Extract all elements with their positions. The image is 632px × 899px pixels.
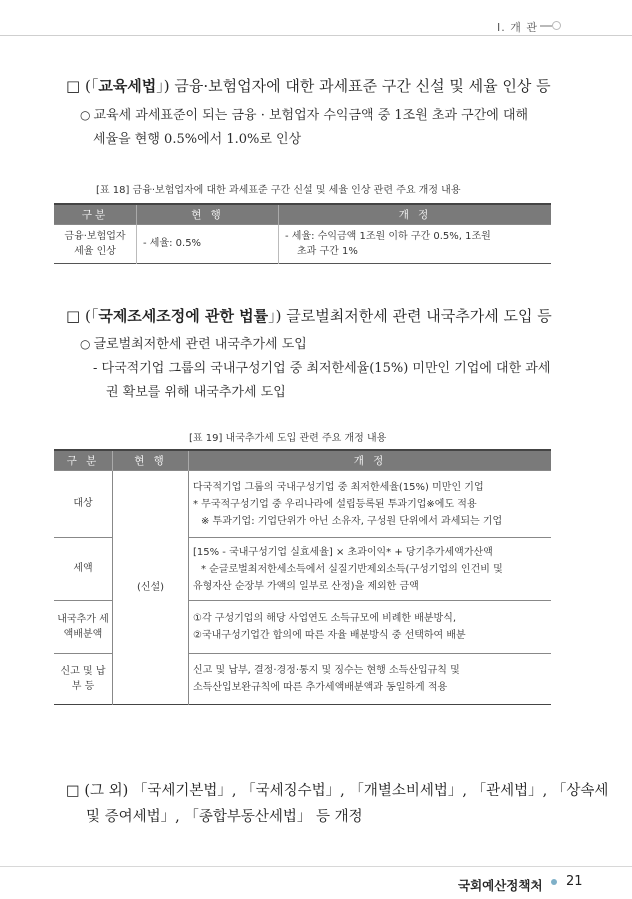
- paragraph-line: 교육세 과세표준이 되는 금융 · 보험업자 수익금액 중 1조원 초과 구간에 대해: [93, 108, 529, 123]
- paragraph-line: 글로벌최저한세 관련 내국추가세 도입: [93, 337, 307, 352]
- cell-line: 신고 및 납부, 결정·경정·통지 및 징수는 현행 소득산입규칙 및: [193, 665, 460, 676]
- revised-cell: [189, 471, 552, 538]
- section-heading-intl-tax: [66, 305, 552, 326]
- footer-dot-icon: [551, 879, 557, 885]
- table-19: [54, 449, 551, 705]
- heading-continuation: 및 증여세법」, 「종합부동산세법」 등 개정: [86, 809, 363, 825]
- heading-text: (그 외) 「국세기본법」, 「국세징수법」, 「개별소비세법」, 「관세법」, 「상속세: [84, 783, 609, 799]
- bracket-close: 」): [268, 307, 282, 325]
- dash-paragraph: [93, 357, 550, 376]
- revised-cell: [279, 225, 552, 264]
- checkbox-square-icon: □: [66, 77, 81, 95]
- column-header: 구분: [54, 204, 137, 225]
- checkbox-square-icon: □: [66, 307, 81, 325]
- category-cell: 대상: [54, 471, 113, 538]
- page-number: 21: [566, 874, 583, 889]
- category-cell: 금융·보험업자 세율 인상: [54, 225, 137, 264]
- bracket-open: (「: [84, 307, 99, 325]
- cell-line: - 세율: 수익금액 1조원 이하 구간 0.5%, 1조원: [285, 230, 491, 242]
- cell-line: 유형자산 순장부 가액의 일부로 산정)을 제외한 금액: [193, 580, 419, 592]
- bullet-paragraph: [80, 104, 528, 123]
- current-cell: (신설): [113, 471, 189, 705]
- table-row: [54, 225, 551, 264]
- cell-line: ①각 구성기업의 해당 사업연도 소득규모에 비례한 배분방식,: [193, 613, 457, 624]
- revised-cell: [189, 538, 552, 601]
- heading-text: 글로벌최저한세 관련 내국추가세 도입 등: [281, 307, 552, 325]
- table-caption: [표 19] 내국추가세 도입 관련 주요 개정 내용: [189, 433, 387, 444]
- cell-line: 초과 구간 1%: [297, 246, 358, 257]
- paragraph-line: 권 확보를 위해 내국추가세 도입: [106, 385, 286, 400]
- column-header: 개 정: [279, 204, 552, 225]
- current-cell: - 세율: 0.5%: [137, 225, 279, 264]
- table-row: [54, 471, 551, 538]
- category-cell: 내국추가 세액배분액: [54, 601, 113, 654]
- revised-cell: [189, 654, 552, 705]
- cell-line: [15% - 국내구성기업 실효세율] × 초과이익* + 당기추가세액가산액: [193, 546, 493, 558]
- table-caption: [표 18] 금융·보험업자에 대한 과세표준 구간 신설 및 세율 인상 관련 주요 개정 내용: [96, 185, 461, 196]
- bullet-paragraph: [80, 333, 307, 352]
- header-circle-ornament: [552, 21, 561, 30]
- column-header: 현 행: [113, 450, 189, 471]
- running-header: Ⅰ. 개 관: [497, 21, 538, 34]
- category-cell: 신고 및 납부 등: [54, 654, 113, 705]
- law-name: 국제조세조정에 관한 법률: [98, 307, 269, 325]
- dash-bullet-icon: -: [93, 361, 98, 376]
- cell-line: ②국내구성기업간 합의에 따른 자율 배분방식 중 선택하여 배분: [193, 630, 466, 641]
- publisher-name: 국회예산정책처: [458, 878, 543, 893]
- column-header: 현 행: [137, 204, 279, 225]
- cell-line: 다국적기업 그룹의 국내구성기업 중 최저한세율(15%) 미만인 기업: [193, 481, 484, 493]
- heading-text: 금융·보험업자에 대한 과세표준 구간 신설 및 세율 인상 등: [169, 77, 551, 95]
- paragraph-line: 세율을 현행 0.5%에서 1.0%로 인상: [93, 132, 302, 147]
- cell-line: * 순글로벌최저한세소득에서 실질기반제외소득(구성기업의 인건비 및: [201, 563, 503, 575]
- checkbox-square-icon: □: [66, 783, 80, 799]
- footer-rule: [0, 866, 632, 867]
- law-name: 교육세법: [98, 77, 157, 95]
- header-rule: [0, 35, 632, 36]
- column-header: 개 정: [189, 450, 552, 471]
- cell-line: 소득산입보완규칙에 따른 추가세액배분액과 동일하게 적용: [193, 682, 448, 693]
- section-heading-education-tax: [66, 75, 551, 96]
- section-heading-other-laws: [66, 779, 608, 800]
- category-cell: 세액: [54, 538, 113, 601]
- paragraph-line: 다국적기업 그룹의 국내구성기업 중 최저한세율(15%) 미만인 기업에 대한 과세: [101, 361, 551, 376]
- cell-line: ※ 투과기업: 기업단위가 아닌 소유자, 구성원 단위에서 과세되는 기업: [201, 515, 503, 527]
- circle-bullet-icon: ○: [80, 108, 91, 122]
- bracket-open: (「: [84, 77, 99, 95]
- table-18: [54, 203, 551, 264]
- circle-bullet-icon: ○: [80, 337, 91, 351]
- revised-cell: [189, 601, 552, 654]
- bracket-close: 」): [156, 77, 170, 95]
- cell-line: * 무국적구성기업 중 우리나라에 설립등록된 투과기업※에도 적용: [193, 498, 477, 510]
- column-header: 구 분: [54, 450, 113, 471]
- header-line-ornament: [540, 25, 552, 27]
